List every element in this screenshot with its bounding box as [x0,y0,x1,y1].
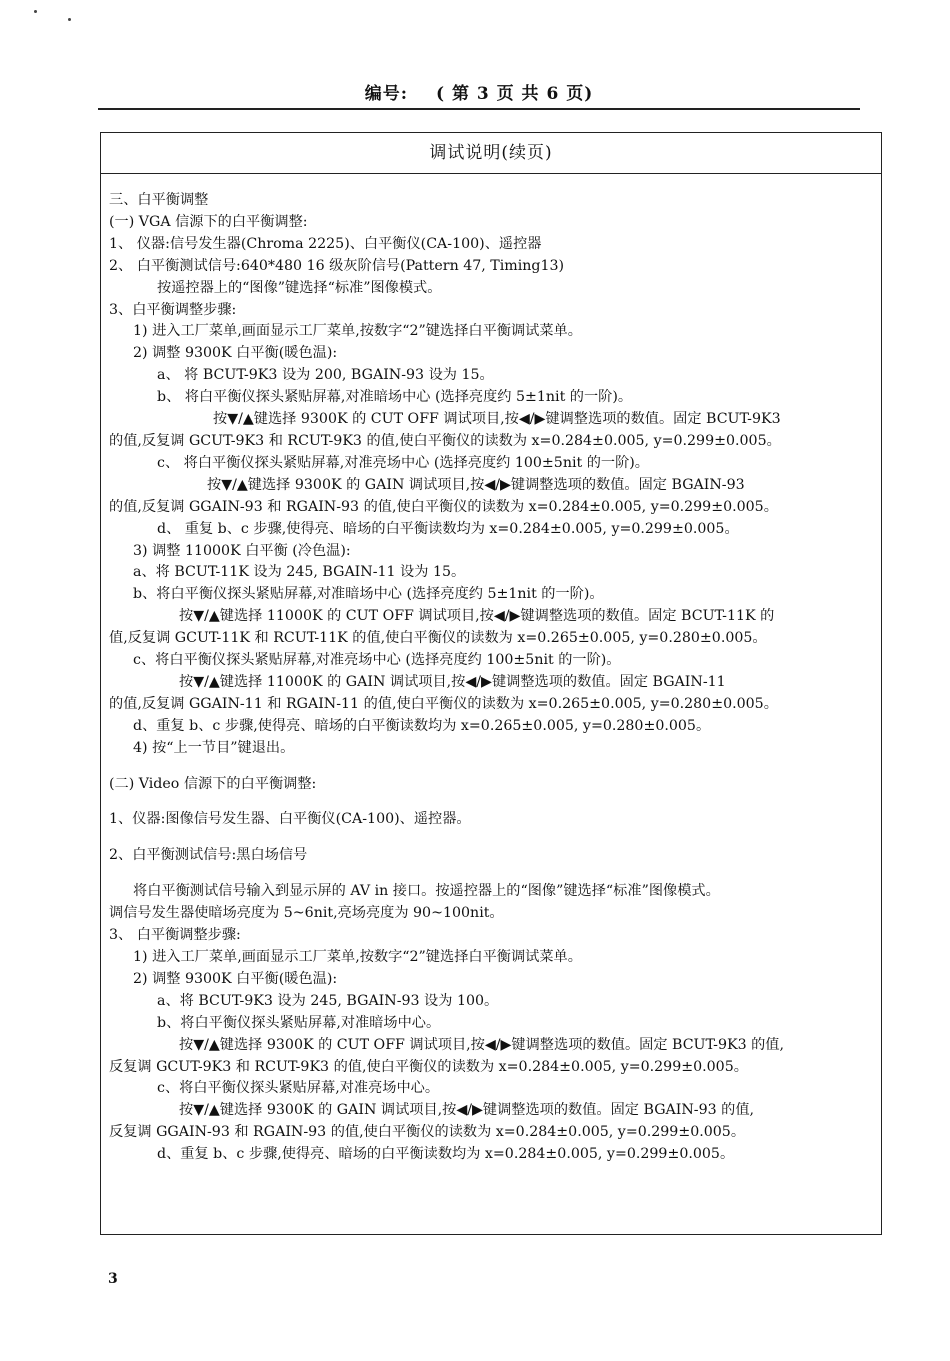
text-line: 按▼/▲键选择 11000K 的 GAIN 调试项目,按◀/▶键调整选项的数值。固定 BGAIN-11 [179,673,726,690]
text-line: 调信号发生器使暗场亮度为 5~6nit,亮场亮度为 90~100nit。 [109,905,504,922]
spacer [109,760,875,774]
spacer [109,831,875,845]
page-number: 3 [108,1271,118,1287]
text-line: 4) 按“上一节目”键退出。 [133,739,295,756]
text-line: 按▼/▲键选择 9300K 的 CUT OFF 调试项目,按◀/▶键调整选项的数值。固定 BCUT-9K3 的值, [179,1036,784,1053]
text-line: 3、白平衡调整步骤: [109,301,237,318]
text-line: 按▼/▲键选择 9300K 的 CUT OFF 调试项目,按◀/▶键调整选项的数值。固定 BCUT-9K3 [213,411,781,428]
text-line: a、 将 BCUT-9K3 设为 200, BGAIN-93 设为 15。 [157,367,494,384]
text-line: 的值,反复调 GGAIN-11 和 RGAIN-11 的值,使白平衡仪的读数为 x=0.265±0.005, y=0.280±0.005。 [109,695,778,712]
subsection-heading: (二) Video 信源下的白平衡调整: [109,775,317,792]
box-content [101,174,881,1166]
text-line: 值,反复调 GCUT-11K 和 RCUT-11K 的值,使白平衡仪的读数为 x=0.265±0.005, y=0.280±0.005。 [109,630,767,647]
text-line: a、将 BCUT-11K 设为 245, BGAIN-11 设为 15。 [133,564,466,581]
text-line: 1、 仪器:信号发生器(Chroma 2225)、白平衡仪(CA-100)、遥控器 [109,235,542,252]
page-header [98,80,860,110]
text-line: b、 将白平衡仪探头紧贴屏幕,对准暗场中心 (选择亮度约 5±1nit 的一阶)。 [157,389,633,406]
text-line: 按▼/▲键选择 9300K 的 GAIN 调试项目,按◀/▶键调整选项的数值。固定 BGAIN-93 的值, [179,1102,755,1119]
text-line: 2) 调整 9300K 白平衡(暖色温): [133,970,338,987]
text-line: c、将白平衡仪探头紧贴屏幕,对准亮场中心。 [157,1080,440,1097]
text-line: 按▼/▲键选择 11000K 的 CUT OFF 调试项目,按◀/▶键调整选项的数值。固定 BCUT-11K 的 [179,608,775,625]
subsection-heading: (一) VGA 信源下的白平衡调整: [109,213,308,230]
text-line: d、 重复 b、c 步骤,使得亮、暗场的白平衡读数均为 x=0.284±0.005, y=0.299±0.005。 [157,520,739,537]
text-line: c、 将白平衡仪探头紧贴屏幕,对准亮场中心 (选择亮度约 100±5nit 的一阶)。 [157,454,649,471]
text-line: d、重复 b、c 步骤,使得亮、暗场的白平衡读数均为 x=0.284±0.005, y=0.299±0.005。 [157,1146,735,1163]
text-line: 的值,反复调 GCUT-9K3 和 RCUT-9K3 的值,使白平衡仪的读数为 x=0.284±0.005, y=0.299±0.005。 [109,432,781,449]
text-line: 按遥控器上的“图像”键选择“标准”图像模式。 [157,279,442,296]
instruction-box [100,132,882,1235]
text-line: 反复调 GCUT-9K3 和 RCUT-9K3 的值,使白平衡仪的读数为 x=0.284±0.005, y=0.299±0.005。 [109,1058,748,1075]
header-label: 编号: [364,84,408,104]
text-line: 反复调 GGAIN-93 和 RGAIN-93 的值,使白平衡仪的读数为 x=0.284±0.005, y=0.299±0.005。 [109,1124,746,1141]
text-line: 1、仪器:图像信号发生器、白平衡仪(CA-100)、遥控器。 [109,811,471,828]
box-title: 调试说明(续页) [101,133,881,174]
text-line: 3、 白平衡调整步骤: [109,927,241,944]
text-line: 将白平衡测试信号输入到显示屏的 AV in 接口。按遥控器上的“图像”键选择“标准”图像模式。 [133,883,720,900]
section-heading: 三、白平衡调整 [109,192,209,208]
text-line: 按▼/▲键选择 9300K 的 GAIN 调试项目,按◀/▶键调整选项的数值。固定 BGAIN-93 [207,476,745,493]
header-page-info: ( 第 3 页 共 6 页) [436,84,594,104]
text-line: 1) 进入工厂菜单,画面显示工厂菜单,按数字“2”键选择白平衡调试菜单。 [133,949,582,965]
text-line: a、将 BCUT-9K3 设为 245, BGAIN-93 设为 100。 [157,992,499,1009]
text-line: 的值,反复调 GGAIN-93 和 RGAIN-93 的值,使白平衡仪的读数为 x=0.284±0.005, y=0.299±0.005。 [109,498,778,515]
text-line: 2) 调整 9300K 白平衡(暖色温): [133,345,338,362]
text-line: 2、 白平衡测试信号:640*480 16 级灰阶信号(Pattern 47, Timing13) [109,257,565,274]
text-line: 2、白平衡测试信号:黑白场信号 [109,847,308,864]
spacer [109,795,875,809]
text-line: b、将白平衡仪探头紧贴屏幕,对准暗场中心 (选择亮度约 5±1nit 的一阶)。 [133,586,604,603]
scan-speck [68,18,71,21]
scan-speck [34,10,37,13]
text-line: 1) 进入工厂菜单,画面显示工厂菜单,按数字“2”键选择白平衡调试菜单。 [133,323,582,340]
text-line: d、重复 b、c 步骤,使得亮、暗场的白平衡读数均为 x=0.265±0.005, y=0.280±0.005。 [133,717,711,734]
text-line: 3) 调整 11000K 白平衡 (冷色温): [133,542,351,559]
spacer [109,867,875,881]
text-line: c、将白平衡仪探头紧贴屏幕,对准亮场中心 (选择亮度约 100±5nit 的一阶)。 [133,652,621,669]
text-line: b、将白平衡仪探头紧贴屏幕,对准暗场中心。 [157,1014,441,1031]
